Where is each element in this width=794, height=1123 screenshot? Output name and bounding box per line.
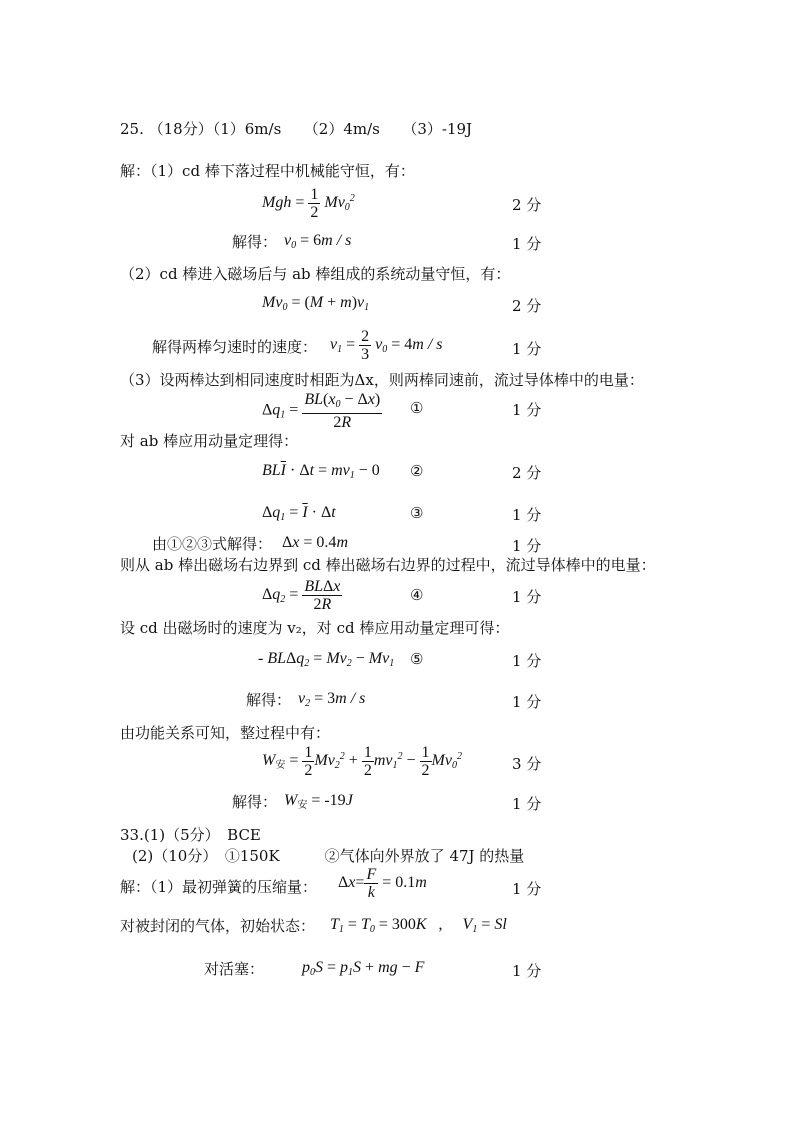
equation-charge-q1: $\Delta q_1$ = $\frac{BL(x_0 - \Delta x)}{2R}$ bbox=[262, 391, 381, 431]
score: 2 分 bbox=[512, 464, 542, 482]
score: 1 分 bbox=[512, 401, 542, 419]
equation-charge-q2: $\Delta q_2$ = $\frac{\text{BLΔx}}{2R}$ bbox=[262, 578, 341, 613]
score: 2 分 bbox=[512, 297, 542, 315]
equation-work-ampere: $W_安$ = $\frac{1}{2}$ $Mv_2^2$ + $\frac{1}{2}$ $mv_1^2$ − $\frac{1}{2}$ $Mv_0^2$ bbox=[262, 744, 462, 779]
score: 1 分 bbox=[512, 340, 542, 358]
solution-text-cd-velocity: 设 cd 出磁场时的速度为 v₂，对 cd 棒应用动量定理可得： bbox=[120, 619, 510, 637]
equation-impulse: $BL\overline{I} \cdot \Delta t = mv_1 - 0$ bbox=[262, 462, 380, 481]
answer-header-q33-part2: (2)（10分） ①150K ②气体向外界放了 47J 的热量 bbox=[132, 847, 525, 865]
solution-text-charge-q2: 则从 ab 棒出磁场右边界到 cd 棒出磁场右边界的过程中，流过导体棒中的电量： bbox=[120, 556, 656, 574]
score: 1 分 bbox=[512, 588, 542, 606]
equation-v1: $v_1$ = $\frac{2}{3}$ $v_0 = 4m / s$ bbox=[330, 328, 443, 363]
circled-number-5: ⑤ bbox=[410, 650, 424, 668]
result-label: 解得： bbox=[246, 691, 292, 709]
solution-text-energy: 由功能关系可知，整过程中有： bbox=[120, 724, 331, 742]
result-label: 解得两棒匀速时的速度： bbox=[152, 338, 318, 356]
answer-header-q33-part1: 33.(1)（5分） BCE bbox=[120, 826, 261, 844]
equation-cd-impulse: - $BL\Delta q_2 = Mv_2 - Mv_1$ bbox=[258, 650, 395, 669]
solution-part1-intro: 解：（1）cd 棒下落过程中机械能守恒，有： bbox=[120, 162, 415, 180]
equation-work-result: $W_安 = -19J$ bbox=[284, 792, 353, 811]
solution-text-ab-momentum: 对 ab 棒应用动量定理得： bbox=[120, 432, 299, 450]
equation-momentum-conservation: $Mv_0 = (M + m)v_1$ bbox=[262, 294, 370, 313]
solution-text-spring: 解：（1）最初弹簧的压缩量： bbox=[120, 878, 318, 896]
equation-v0: $v_0 = 6m / s$ bbox=[284, 232, 352, 251]
score: 1 分 bbox=[512, 880, 542, 898]
solution-text-gas-state: 对被封闭的气体，初始状态： bbox=[120, 917, 316, 935]
equation-delta-x: Δx = 0.4m bbox=[282, 534, 348, 551]
score: 1 分 bbox=[512, 506, 542, 524]
score: 1 分 bbox=[512, 652, 542, 670]
equation-charge-current: $\Delta q_1 = \overline{I} \cdot \Delta t$ bbox=[262, 504, 336, 523]
equation-piston-balance: $p_0S = p_1S$ + mg − F bbox=[302, 959, 425, 978]
score: 3 分 bbox=[512, 755, 542, 773]
score: 2 分 bbox=[512, 196, 542, 214]
score: 1 分 bbox=[512, 537, 542, 555]
solution-part2-intro: （2）cd 棒进入磁场后与 ab 棒组成的系统动量守恒，有： bbox=[120, 265, 511, 283]
result-label: 解得： bbox=[232, 793, 278, 811]
equation-spring-compression: Δx= $\frac{F}{k}$ = 0.1m bbox=[338, 866, 427, 901]
result-label: 解得： bbox=[232, 233, 278, 251]
equation-v2: $v_2 = 3m / s$ bbox=[298, 690, 366, 709]
result-label: 由①②③式解得： bbox=[152, 535, 273, 553]
score: 1 分 bbox=[512, 962, 542, 980]
score: 1 分 bbox=[512, 795, 542, 813]
circled-number-1: ① bbox=[410, 399, 424, 417]
equation-initial-state: $T_1 = T_0 = 300K$ , $V_1 = Sl$ bbox=[330, 916, 507, 935]
equation-energy-conservation: Mgh = $\frac{1}{2}$ $Mv_0^2$ bbox=[262, 186, 355, 221]
answer-header-q25: 25. （18分）（1）6m/s （2）4m/s （3）-19J bbox=[120, 120, 473, 138]
circled-number-2: ② bbox=[410, 462, 424, 480]
solution-part3-intro: （3）设两棒达到相同速度时相距为Δx，则两棒同速前，流过导体棒中的电量： bbox=[120, 371, 644, 389]
circled-number-3: ③ bbox=[410, 504, 424, 522]
score: 1 分 bbox=[512, 235, 542, 253]
circled-number-4: ④ bbox=[410, 586, 424, 604]
score: 1 分 bbox=[512, 693, 542, 711]
solution-text-piston: 对活塞： bbox=[204, 960, 265, 978]
